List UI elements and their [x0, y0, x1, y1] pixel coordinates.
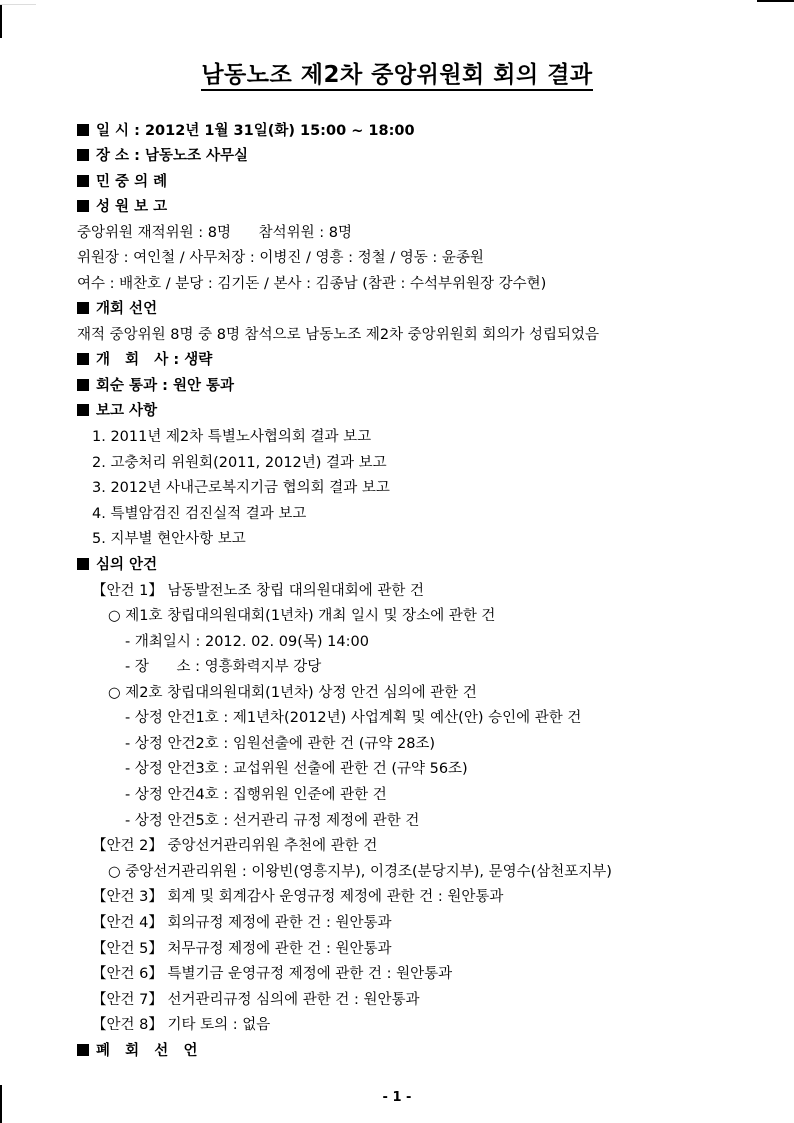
heading-text: 보고 사항 [96, 403, 158, 419]
heading-text: 개 회 사 : 생략 [96, 352, 213, 368]
member-line: 위원장 : 여인철 / 사무처장 : 이병진 / 영흥 : 정철 / 영동 : 윤종원 [77, 250, 484, 266]
opening-text: 재적 중앙위원 8명 중 8명 참석으로 남동노조 제2차 중앙위원회 회의가 성립되었음 [77, 327, 599, 343]
square-bullet-icon [77, 353, 89, 365]
heading-opening-speech [77, 351, 212, 369]
heading-datetime [77, 122, 415, 140]
heading-text: 성 원 보 고 [96, 199, 168, 215]
heading-text: 회순 통과 : 원안 통과 [96, 378, 235, 394]
square-bullet-icon [77, 175, 89, 187]
agenda-1-sub-2-detail: - 상정 안건5호 : 선거관리 규정 제정에 관한 건 [125, 813, 420, 829]
agenda-item-5: 【안건 5】 처무규정 제정에 관한 건 : 원안통과 [92, 941, 392, 957]
agenda-1-sub-2-detail: - 상정 안건1호 : 제1년차(2012년) 사업계획 및 예산(안) 승인에 관한 건 [125, 710, 582, 726]
heading-agenda [77, 556, 157, 574]
agenda-1-sub-2-detail: - 상정 안건3호 : 교섭위원 선출에 관한 건 (규약 56조) [125, 761, 468, 777]
heading-text: 심의 안건 [96, 557, 158, 573]
square-bullet-icon [77, 1044, 89, 1056]
heading-place [77, 147, 248, 165]
heading-ceremony [77, 173, 167, 191]
crop-mark-top-left-h [0, 4, 36, 5]
heading-text: 폐 회 선 언 [96, 1043, 198, 1059]
agenda-item-4: 【안건 4】 회의규정 제정에 관한 건 : 원안통과 [92, 915, 392, 931]
square-bullet-icon [77, 124, 89, 136]
page-number: - 1 - [382, 1090, 412, 1105]
heading-opening-declaration [77, 300, 157, 318]
square-bullet-icon [77, 200, 89, 212]
square-bullet-icon [77, 149, 89, 161]
agenda-1-sub-1-detail: - 개최일시 : 2012. 02. 09(목) 14:00 [125, 634, 369, 650]
heading-text: 장 소 : 남동노조 사무실 [96, 148, 249, 164]
crop-mark-top-left [0, 4, 2, 38]
square-bullet-icon [77, 558, 89, 570]
heading-minutes-approval [77, 377, 234, 395]
report-item: 3. 2012년 사내근로복지기금 협의회 결과 보고 [92, 480, 390, 496]
crop-mark-top-right [757, 0, 794, 2]
heading-text: 일 시 : 2012년 1월 31일(화) 15:00 ~ 18:00 [96, 123, 415, 139]
agenda-1-sub-2: ○ 제2호 창립대의원대회(1년차) 상정 안건 심의에 관한 건 [108, 685, 477, 701]
square-bullet-icon [77, 302, 89, 314]
member-line: 여수 : 배찬호 / 분당 : 김기돈 / 본사 : 김종남 (참관 : 수석부위원장 강수현) [77, 276, 547, 292]
heading-reports [77, 402, 157, 420]
heading-text: 민 중 의 례 [96, 174, 168, 190]
agenda-item-3: 【안건 3】 회계 및 회계감사 운영규정 제정에 관한 건 : 원안통과 [92, 889, 504, 905]
agenda-1-sub-2-detail: - 상정 안건2호 : 임원선출에 관한 건 (규약 28조) [125, 736, 436, 752]
agenda-item-6: 【안건 6】 특별기금 운영규정 제정에 관한 건 : 원안통과 [92, 966, 453, 982]
agenda-item-2: 【안건 2】 중앙선거관리위원 추천에 관한 건 [92, 838, 378, 854]
report-item: 2. 고충처리 위원회(2011, 2012년) 결과 보고 [92, 455, 387, 471]
agenda-item-8: 【안건 8】 기타 토의 : 없음 [92, 1017, 271, 1033]
agenda-2-sub: ○ 중앙선거관리위원 : 이왕빈(영흥지부), 이경조(분당지부), 문영수(삼천포지부) [108, 864, 612, 880]
title-text: 남동노조 제2차 중앙위원회 회의 결과 [201, 62, 592, 91]
agenda-item-1: 【안건 1】 남동발전노조 창립 대의원대회에 관한 건 [92, 583, 425, 599]
square-bullet-icon [77, 404, 89, 416]
agenda-item-7: 【안건 7】 선거관리규정 심의에 관한 건 : 원안통과 [92, 992, 420, 1008]
agenda-1-sub-2-detail: - 상정 안건4호 : 집행위원 인준에 관한 건 [125, 787, 387, 803]
heading-member-report [77, 198, 167, 216]
member-line: 중앙위원 재적위원 : 8명 참석위원 : 8명 [77, 225, 353, 241]
agenda-1-sub-1-detail: - 장 소 : 영흥화력지부 강당 [125, 659, 322, 675]
document-title [0, 56, 794, 89]
square-bullet-icon [77, 379, 89, 391]
report-item: 4. 특별암검진 검진실적 결과 보고 [92, 506, 307, 522]
heading-text: 개회 선언 [96, 301, 158, 317]
report-item: 1. 2011년 제2차 특별노사협의회 결과 보고 [92, 429, 372, 445]
heading-closing [77, 1042, 197, 1060]
report-item: 5. 지부별 현안사항 보고 [92, 531, 246, 547]
agenda-1-sub-1: ○ 제1호 창립대의원대회(1년차) 개최 일시 및 장소에 관한 건 [108, 608, 496, 624]
